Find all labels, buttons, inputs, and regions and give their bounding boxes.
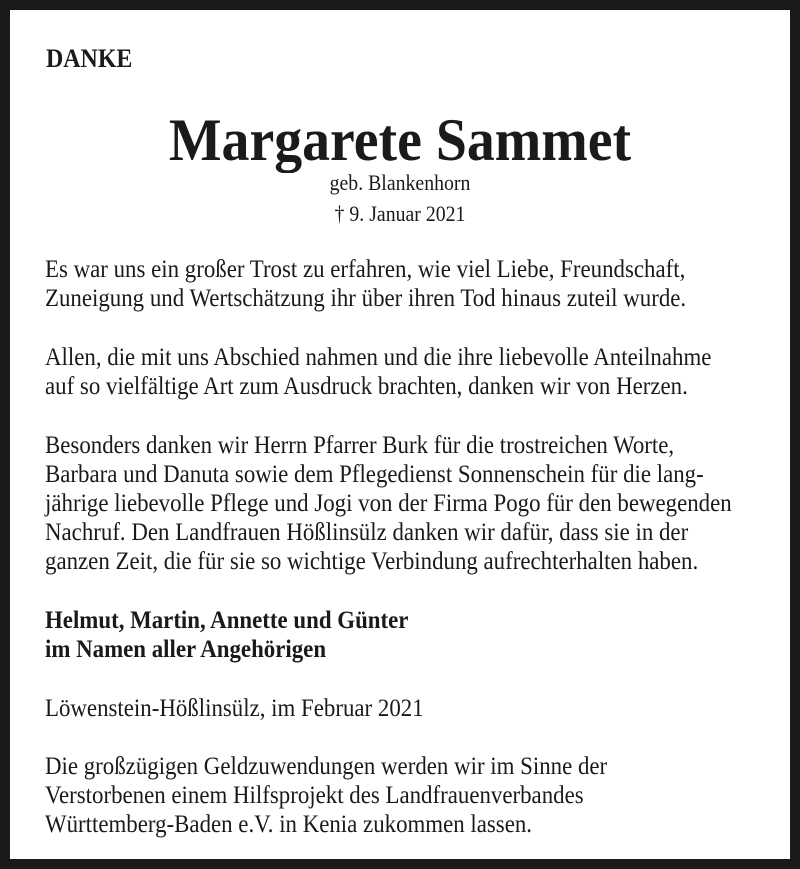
obituary-notice xyxy=(10,10,790,859)
text-line: Verstorbenen einem Hilfsprojekt des Landfrauenverbandes xyxy=(45,782,584,809)
birth-name: geb. Blankenhorn xyxy=(329,170,471,195)
text-line: ganzen Zeit, die für sie so wichtige Verbindung aufrechterhalten haben. xyxy=(45,548,699,575)
text-line: auf so vielfältige Art zum Ausdruck brachten, danken wir von Herzen. xyxy=(45,373,688,400)
deceased-name: Margarete Sammet xyxy=(168,107,632,173)
text-line: Württemberg-Baden e.V. in Kenia zukommen lassen. xyxy=(45,811,533,838)
signature-relatives: im Namen aller Angehörigen xyxy=(45,636,327,663)
signature-names: Helmut, Martin, Annette und Günter xyxy=(45,607,409,634)
text-line: Besonders danken wir Herrn Pfarrer Burk für die trostreichen Worte, xyxy=(45,432,675,459)
place-date: Löwenstein-Hößlinsülz, im Februar 2021 xyxy=(45,695,424,722)
text-line: Barbara und Danuta sowie dem Pflegedienst Sonnenschein für die lang- xyxy=(45,461,704,488)
text-line: Nachruf. Den Landfrauen Hößlinsülz danken wir dafür, dass sie in der xyxy=(45,519,689,546)
text-line: Es war uns ein großer Trost zu erfahren, wie viel Liebe, Freundschaft, xyxy=(45,256,686,283)
text-line: jährige liebevolle Pflege und Jogi von der Firma Pogo für den bewegenden xyxy=(45,490,732,517)
text-line: Zuneigung und Wertschätzung ihr über ihren Tod hinaus zuteil wurde. xyxy=(45,285,687,312)
text-line: Allen, die mit uns Abschied nahmen und die ihre liebevolle Anteilnahme xyxy=(45,344,712,371)
text-line: Die großzügigen Geldzuwendungen werden wir im Sinne der xyxy=(45,753,608,780)
heading: DANKE xyxy=(46,44,133,73)
death-date: † 9. Januar 2021 xyxy=(334,201,466,226)
